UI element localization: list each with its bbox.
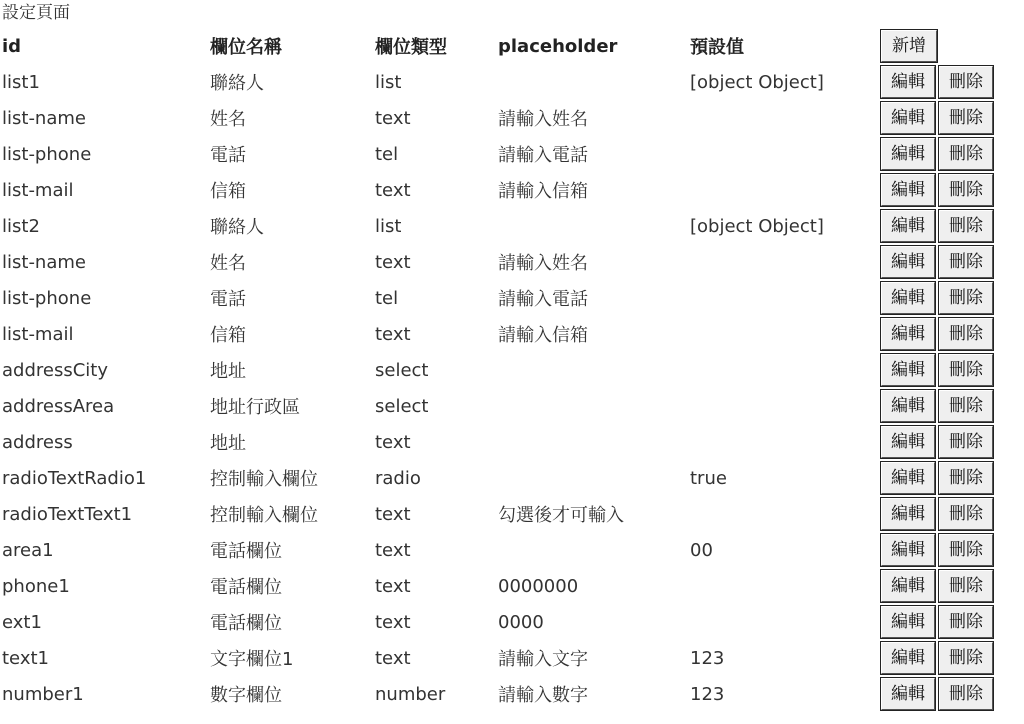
- cell-field-name: 控制輸入欄位: [210, 469, 318, 490]
- cell-field-type: text: [375, 611, 411, 633]
- edit-button[interactable]: 編輯: [880, 173, 936, 207]
- row-actions: [878, 532, 1024, 568]
- delete-button[interactable]: 刪除: [938, 533, 994, 567]
- cell-field-name: 姓名: [210, 253, 246, 274]
- cell-placeholder: [496, 388, 688, 424]
- cell-default-value: true: [690, 467, 727, 489]
- table-row: [0, 568, 1024, 604]
- edit-button[interactable]: 編輯: [880, 533, 936, 567]
- row-actions: [878, 388, 1024, 424]
- header-id: id: [2, 35, 22, 57]
- table-header-row: [0, 28, 1024, 64]
- edit-button[interactable]: 編輯: [880, 317, 936, 351]
- cell-default-value: [688, 424, 878, 460]
- edit-button[interactable]: 編輯: [880, 641, 936, 675]
- cell-field-type: tel: [375, 287, 399, 309]
- cell-default-value: [688, 352, 878, 388]
- cell-field-name: 地址: [210, 433, 246, 454]
- cell-id: list2: [2, 215, 40, 237]
- cell-id: phone1: [2, 575, 70, 597]
- cell-field-name: 電話欄位: [210, 613, 282, 634]
- table-row: [0, 640, 1024, 676]
- table-row: [0, 100, 1024, 136]
- cell-id: radioTextRadio1: [2, 467, 147, 489]
- cell-placeholder: [496, 532, 688, 568]
- edit-button[interactable]: 編輯: [880, 353, 936, 387]
- delete-button[interactable]: 刪除: [938, 101, 994, 135]
- delete-button[interactable]: 刪除: [938, 281, 994, 315]
- row-actions: [878, 280, 1024, 316]
- edit-button[interactable]: 編輯: [880, 245, 936, 279]
- cell-default-value: [688, 496, 878, 532]
- edit-button[interactable]: 編輯: [880, 497, 936, 531]
- cell-default-value: 123: [690, 683, 725, 705]
- edit-button[interactable]: 編輯: [880, 65, 936, 99]
- cell-field-name: 聯絡人: [210, 217, 264, 238]
- cell-field-name: 聯絡人: [210, 73, 264, 94]
- cell-field-type: tel: [375, 143, 399, 165]
- table-row: [0, 676, 1024, 712]
- table-row: [0, 64, 1024, 100]
- edit-button[interactable]: 編輯: [880, 101, 936, 135]
- cell-placeholder: 0000: [498, 611, 544, 633]
- cell-field-type: list: [375, 71, 402, 93]
- cell-default-value: [688, 100, 878, 136]
- cell-id: ext1: [2, 611, 42, 633]
- header-default-value: 預設值: [690, 37, 744, 58]
- delete-button[interactable]: 刪除: [938, 389, 994, 423]
- cell-field-type: text: [375, 647, 411, 669]
- cell-default-value: [688, 136, 878, 172]
- cell-placeholder: 請輸入信箱: [498, 325, 588, 346]
- cell-id: list-phone: [2, 143, 92, 165]
- cell-field-name: 電話欄位: [210, 577, 282, 598]
- cell-id: area1: [2, 539, 54, 561]
- cell-placeholder: [496, 424, 688, 460]
- cell-field-name: 控制輸入欄位: [210, 505, 318, 526]
- edit-button[interactable]: 編輯: [880, 137, 936, 171]
- delete-button[interactable]: 刪除: [938, 497, 994, 531]
- cell-field-type: text: [375, 179, 411, 201]
- cell-default-value: [688, 604, 878, 640]
- cell-field-name: 電話欄位: [210, 541, 282, 562]
- cell-default-value: 123: [690, 647, 725, 669]
- row-actions: [878, 136, 1024, 172]
- cell-field-name: 電話: [210, 145, 246, 166]
- cell-field-type: text: [375, 503, 411, 525]
- cell-placeholder: 請輸入姓名: [498, 109, 588, 130]
- table-row: [0, 316, 1024, 352]
- row-actions: [878, 604, 1024, 640]
- cell-default-value: [688, 388, 878, 424]
- cell-default-value: [object Object]: [690, 215, 824, 237]
- delete-button[interactable]: 刪除: [938, 641, 994, 675]
- row-actions: [878, 244, 1024, 280]
- cell-field-type: text: [375, 107, 411, 129]
- row-actions: [878, 208, 1024, 244]
- cell-id: list-name: [2, 251, 86, 273]
- cell-placeholder: 請輸入文字: [498, 649, 588, 670]
- row-actions: [878, 352, 1024, 388]
- cell-field-name: 電話: [210, 289, 246, 310]
- add-button[interactable]: 新增: [880, 29, 938, 63]
- cell-placeholder: [496, 352, 688, 388]
- cell-placeholder: 請輸入數字: [498, 685, 588, 706]
- cell-default-value: [688, 280, 878, 316]
- table-row: [0, 604, 1024, 640]
- row-actions: [878, 316, 1024, 352]
- cell-default-value: [object Object]: [690, 71, 824, 93]
- cell-id: text1: [2, 647, 49, 669]
- header-actions: [878, 28, 1024, 64]
- cell-default-value: 00: [690, 539, 713, 561]
- delete-button[interactable]: 刪除: [938, 209, 994, 243]
- cell-field-name: 地址: [210, 361, 246, 382]
- header-field-name: 欄位名稱: [210, 37, 282, 58]
- header-placeholder: placeholder: [498, 35, 618, 57]
- row-actions: [878, 64, 1024, 100]
- delete-button[interactable]: 刪除: [938, 569, 994, 603]
- delete-button[interactable]: 刪除: [938, 245, 994, 279]
- table-row: [0, 136, 1024, 172]
- cell-field-name: 地址行政區: [210, 397, 300, 418]
- row-actions: [878, 496, 1024, 532]
- cell-default-value: [688, 244, 878, 280]
- cell-field-type: text: [375, 251, 411, 273]
- cell-field-type: text: [375, 431, 411, 453]
- table-row: [0, 496, 1024, 532]
- cell-id: list-name: [2, 107, 86, 129]
- cell-field-type: radio: [375, 467, 421, 489]
- delete-button[interactable]: 刪除: [938, 677, 994, 711]
- cell-placeholder: 請輸入電話: [498, 289, 588, 310]
- edit-button[interactable]: 編輯: [880, 281, 936, 315]
- row-actions: [878, 676, 1024, 712]
- delete-button[interactable]: 刪除: [938, 137, 994, 171]
- cell-id: list1: [2, 71, 40, 93]
- cell-field-type: number: [375, 683, 446, 705]
- cell-placeholder: [496, 208, 688, 244]
- table-row: [0, 280, 1024, 316]
- cell-placeholder: [496, 64, 688, 100]
- cell-placeholder: 勾選後才可輸入: [498, 505, 624, 526]
- cell-id: radioTextText1: [2, 503, 133, 525]
- delete-button[interactable]: 刪除: [938, 425, 994, 459]
- delete-button[interactable]: 刪除: [938, 353, 994, 387]
- cell-id: list-mail: [2, 323, 74, 345]
- row-actions: [878, 460, 1024, 496]
- delete-button[interactable]: 刪除: [938, 173, 994, 207]
- table-row: [0, 244, 1024, 280]
- cell-field-name: 數字欄位: [210, 685, 282, 706]
- cell-default-value: [688, 172, 878, 208]
- cell-field-name: 信箱: [210, 181, 246, 202]
- cell-placeholder: 0000000: [498, 575, 579, 597]
- table-row: [0, 352, 1024, 388]
- cell-id: list-mail: [2, 179, 74, 201]
- cell-field-name: 文字欄位1: [210, 649, 294, 670]
- header-field-type: 欄位類型: [375, 37, 447, 58]
- edit-button[interactable]: 編輯: [880, 425, 936, 459]
- cell-id: addressArea: [2, 395, 115, 417]
- cell-id: list-phone: [2, 287, 92, 309]
- row-actions: [878, 172, 1024, 208]
- edit-button[interactable]: 編輯: [880, 209, 936, 243]
- cell-field-type: select: [375, 395, 429, 417]
- page-title: 設定頁面: [2, 3, 70, 23]
- table-row: [0, 172, 1024, 208]
- cell-default-value: [688, 568, 878, 604]
- fields-table: [0, 28, 1024, 712]
- cell-id: number1: [2, 683, 84, 705]
- cell-field-type: text: [375, 539, 411, 561]
- table-row: [0, 388, 1024, 424]
- edit-button[interactable]: 編輯: [880, 389, 936, 423]
- table-row: [0, 532, 1024, 568]
- cell-field-type: text: [375, 575, 411, 597]
- table-row: [0, 460, 1024, 496]
- delete-button[interactable]: 刪除: [938, 317, 994, 351]
- cell-field-type: list: [375, 215, 402, 237]
- row-actions: [878, 100, 1024, 136]
- delete-button[interactable]: 刪除: [938, 65, 994, 99]
- delete-button[interactable]: 刪除: [938, 605, 994, 639]
- cell-placeholder: [496, 460, 688, 496]
- cell-placeholder: 請輸入信箱: [498, 181, 588, 202]
- table-row: [0, 208, 1024, 244]
- table-row: [0, 424, 1024, 460]
- edit-button[interactable]: 編輯: [880, 461, 936, 495]
- cell-placeholder: 請輸入電話: [498, 145, 588, 166]
- row-actions: [878, 568, 1024, 604]
- cell-field-type: text: [375, 323, 411, 345]
- cell-placeholder: 請輸入姓名: [498, 253, 588, 274]
- cell-field-type: select: [375, 359, 429, 381]
- cell-default-value: [688, 316, 878, 352]
- cell-field-name: 姓名: [210, 109, 246, 130]
- cell-field-name: 信箱: [210, 325, 246, 346]
- row-actions: [878, 640, 1024, 676]
- table-body: [0, 64, 1024, 712]
- edit-button[interactable]: 編輯: [880, 605, 936, 639]
- row-actions: [878, 424, 1024, 460]
- cell-id: addressCity: [2, 359, 108, 381]
- delete-button[interactable]: 刪除: [938, 461, 994, 495]
- cell-id: address: [2, 431, 73, 453]
- edit-button[interactable]: 編輯: [880, 569, 936, 603]
- edit-button[interactable]: 編輯: [880, 677, 936, 711]
